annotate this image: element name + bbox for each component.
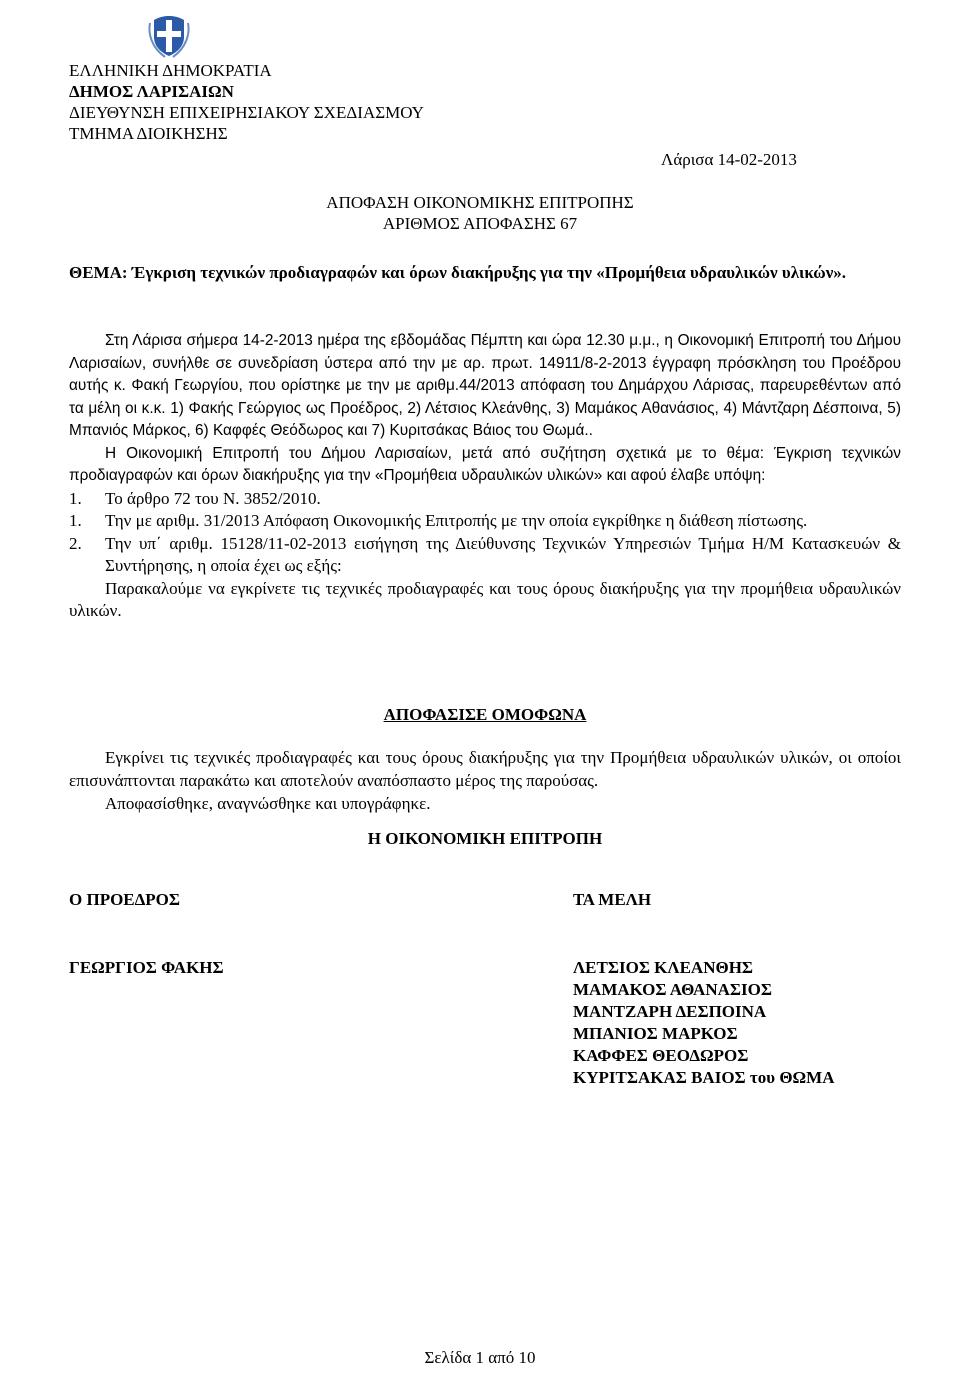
list-item	[69, 533, 901, 578]
letterhead	[69, 60, 424, 144]
meeting-body	[69, 330, 901, 623]
item-text: Το άρθρο 72 του Ν. 3852/2010.	[105, 488, 321, 508]
document-date: Λάρισα 14-02-2013	[661, 150, 797, 169]
considered-paragraph: Η Οικονομική Επιτροπή του Δήμου Λαρισαίων, μετά από συζήτηση σχετικά με το θέμα: Έγκριση τεχνικών προδιαγραφών και όρων διακήρυξης για την «Προμήθεια υδραυλικών υλικών» και αφού έλαβε υπόψη:	[69, 444, 901, 484]
request-paragraph: Παρακαλούμε να εγκρίνετε τις τεχνικές προδιαγραφές και τους όρους διακήρυξης για την προμήθεια υδραυλικών υλικών.	[69, 578, 901, 620]
closing-text: Αποφασίσθηκε, αναγνώσθηκε και υπογράφηκε.	[105, 794, 431, 813]
municipality-name: ΔΗΜΟΣ ΛΑΡΙΣΑΙΩΝ	[69, 82, 234, 101]
directorate-name: ΔΙΕΥΘΥΝΣΗ ΕΠΙΧΕΙΡΗΣΙΑΚΟΥ ΣΧΕΔΙΑΣΜΟΥ	[69, 103, 424, 122]
members-list	[573, 957, 834, 1089]
title-line-1: ΑΠΟΦΑΣΗ ΟΙΚΟΝΟΜΙΚΗΣ ΕΠΙΤΡΟΠΗΣ	[326, 193, 634, 212]
chair-title: Ο ΠΡΟΕΔΡΟΣ	[69, 890, 181, 909]
member-name: ΜΑΜΑΚΟΣ ΑΘΑΝΑΣΙΟΣ	[573, 980, 772, 999]
list-item	[69, 510, 901, 533]
member-name: ΚΥΡΙΤΣΑΚΑΣ ΒΑΙΟΣ του ΘΩΜΑ	[573, 1068, 835, 1087]
member-name: ΜΑΝΤΖΑΡΗ ΔΕΣΠΟΙΝΑ	[573, 1002, 767, 1021]
chair-name: ΓΕΩΡΓΙΟΣ ΦΑΚΗΣ	[69, 958, 224, 977]
decision-heading: ΑΠΟΦΑΣΙΣΕ ΟΜΟΦΩΝΑ	[383, 705, 587, 724]
country-name: ΕΛΛΗΝΙΚΗ ΔΗΜΟΚΡΑΤΙΑ	[69, 61, 272, 80]
item-number: 2.	[69, 533, 82, 553]
list-item	[69, 488, 901, 511]
greek-coat-of-arms-icon	[145, 13, 193, 59]
member-name: ΜΠΑΝΙΟΣ ΜΑΡΚΟΣ	[573, 1024, 738, 1043]
committee-heading: Η ΟΙΚΟΝΟΜΙΚΗ ΕΠΙΤΡΟΠΗ	[367, 829, 603, 848]
subject: ΘΕΜΑ: Έγκριση τεχνικών προδιαγραφών και όρων διακήρυξης για την «Προμήθεια υδραυλικών υλικών».	[69, 263, 847, 282]
item-number: 1.	[69, 488, 82, 508]
item-number: 1.	[69, 511, 82, 530]
page-number: Σελίδα 1 από 10	[424, 1348, 536, 1367]
item-text: Την υπ΄ αριθμ. 15128/11-02-2013 εισήγηση της Διεύθυνσης Τεχνικών Υπηρεσιών Τμήμα Η/Μ Κατασκευών & Συντήρησης, η οποία έχει ως εξής:	[105, 533, 901, 575]
member-name: ΚΑΦΦΕΣ ΘΕΟΔΩΡΟΣ	[573, 1046, 749, 1065]
department-name: ΤΜΗΜΑ ΔΙΟΙΚΗΣΗΣ	[69, 124, 228, 143]
intro-paragraph: Στη Λάρισα σήμερα 14-2-2013 ημέρα της εβδομάδας Πέμπτη και ώρα 12.30 μ.μ., η Οικονομική Επιτροπή του Δήμου Λαρισαίων, συνήλθε σε συνεδρίαση ύστερα από την με αρ. πρωτ. 14911/8-2-2013 έγγραφη πρόσκληση του Προέδρου αυτής κ. Φακή Γεωργίου, που ορίστηκε με την με αριθμ.44/2013 απόφαση του Δημάρχου Λάρισας, παρευρεθέντων από τα μέλη οι κ.κ. 1) Φακής Γεώργιος ως Προέδρος, 2) Λέτσιος Κλεάνθης, 3) Μαμάκος Αθανάσιος, 4) Μάντζαρη Δέσποινα, 5) Μπανιός Μάρκος, 6) Καφφές Θεόδωρος και 7) Κυριτσάκας Βάιος του Θωμά..	[69, 332, 901, 439]
document-title	[0, 192, 960, 234]
title-line-2: ΑΡΙΘΜΟΣ ΑΠΟΦΑΣΗΣ 67	[382, 214, 578, 233]
decision-body	[69, 746, 901, 815]
members-title: ΤΑ ΜΕΛΗ	[573, 890, 652, 909]
member-name: ΛΕΤΣΙΟΣ ΚΛΕΑΝΘΗΣ	[573, 958, 754, 977]
item-text: Την με αριθμ. 31/2013 Απόφαση Οικονομικής Επιτροπής με την οποία εγκρίθηκε η διάθεση πίστωσης.	[105, 511, 808, 530]
decision-text: Εγκρίνει τις τεχνικές προδιαγραφές και τους όρους διακήρυξης για την Προμήθεια υδραυλικών υλικών, οι οποίοι επισυνάπτονται παρακάτω και αποτελούν αναπόσπαστο μέρος της παρούσας.	[69, 748, 901, 790]
